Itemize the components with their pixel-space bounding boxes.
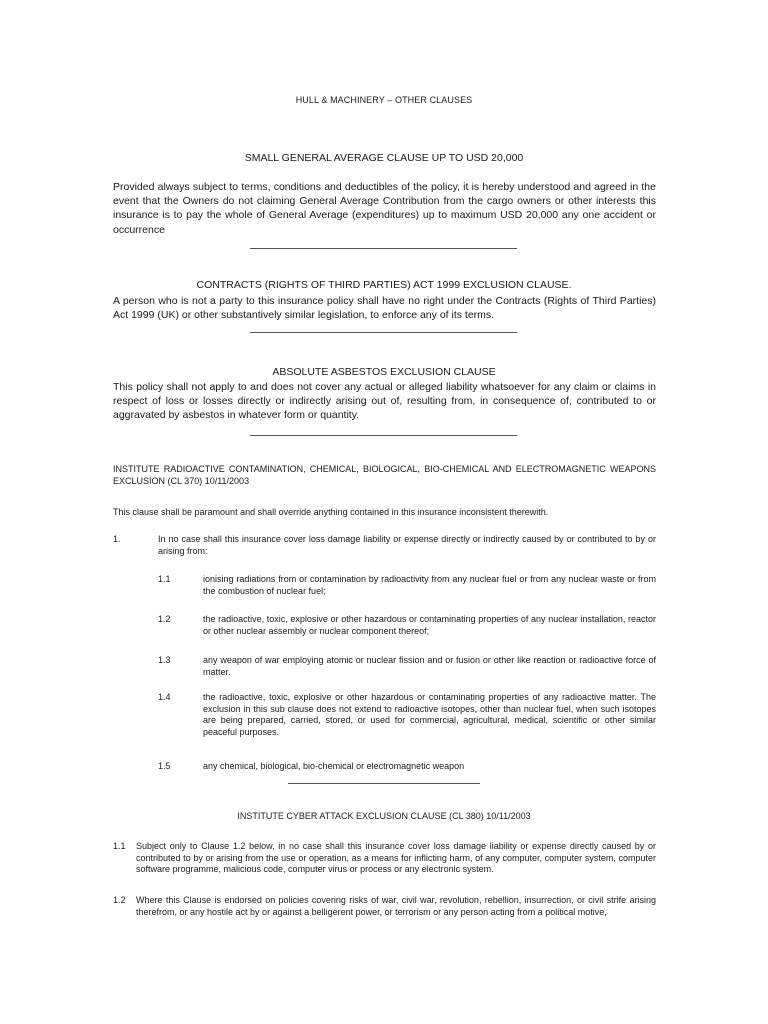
subclause-number: 1.4	[158, 692, 171, 702]
subclause-text: any weapon of war employing atomic or nuclear fission and or fusion or other like reaction or radioactive force of matter.	[203, 655, 656, 677]
subclause-number: 1.1	[113, 841, 126, 851]
small-general-average-body: Provided always subject to terms, conditions and deductibles of the policy, it is hereby understood and agreed in the event that the Owners do not claiming General Average Contribution from the cargo owners or other interests this insurance is to pay the whole of General Average (expenditures) up to maximum USD 20,000 any one accident or occurrence	[113, 181, 656, 236]
subclause-number: 1.2	[158, 614, 171, 624]
document-title: HULL & MACHINERY – OTHER CLAUSES	[295, 95, 473, 105]
section-divider	[250, 248, 517, 249]
subclause-text: the radioactive, toxic, explosive or other hazardous or contaminating properties of any nuclear installation, reactor or other nuclear assembly or nuclear component thereof;	[203, 614, 656, 636]
small-general-average-heading: SMALL GENERAL AVERAGE CLAUSE UP TO USD 20,000	[244, 152, 524, 164]
subclause-number: 1.5	[158, 761, 171, 771]
radioactive-exclusion-heading: INSTITUTE RADIOACTIVE CONTAMINATION, CHEMICAL, BIOLOGICAL, BIO-CHEMICAL AND ELECTROMAGNETIC WEAPONS EXCLUSION (CL 370) 10/11/2003	[113, 464, 656, 486]
asbestos-heading: ABSOLUTE ASBESTOS EXCLUSION CLAUSE	[272, 366, 496, 378]
subclause-text: any chemical, biological, bio-chemical or electromagnetic weapon	[203, 761, 465, 771]
subclause-number: 1.3	[158, 655, 171, 665]
subclause-text: the radioactive, toxic, explosive or other hazardous or contaminating properties of any radioactive matter. The exclusion in this sub clause does not extend to radioactive isotopes, other than nuclear fuel, when such isotopes are being prepared, carried, stored, or used for commercial, agricultural, medical, scientific or other similar peaceful purposes.	[203, 692, 656, 737]
asbestos-body: This policy shall not apply to and does not cover any actual or alleged liability whatsoever for any claim or claims in respect of loss or losses directly or indirectly arising out of, resulting from, in consequence of, contributed to or aggravated by asbestos in whatever form or quantity.	[113, 381, 656, 422]
contracts-act-heading: CONTRACTS (RIGHTS OF THIRD PARTIES) ACT 1999 EXCLUSION CLAUSE.	[196, 279, 572, 291]
subclause-number: 1.2	[113, 895, 126, 905]
contracts-act-body: A person who is not a party to this insurance policy shall have no right under the Contracts (Rights of Third Parties) Act 1999 (UK) or other substantively similar legislation, to enforce any of its terms.	[113, 295, 656, 322]
section-divider	[250, 435, 517, 436]
subclause-text: ionising radiations from or contamination by radioactivity from any nuclear fuel or from any nuclear waste or from the combustion of nuclear fuel;	[203, 574, 656, 596]
section-divider	[288, 783, 480, 784]
radioactive-intro: This clause shall be paramount and shall override anything contained in this insurance inconsistent therewith.	[113, 507, 549, 517]
subclause-number: 1.1	[158, 574, 171, 584]
cyber-attack-heading: INSTITUTE CYBER ATTACK EXCLUSION CLAUSE (CL 380) 10/11/2003	[237, 811, 531, 821]
subclause-text: Subject only to Clause 1.2 below, in no case shall this insurance cover loss damage liability or expense directly caused by or contributed to by or arising from the use or operation, as a means for inflicting harm, of any computer, computer system, computer software programme, malicious code, computer virus or process or any electronic system.	[136, 841, 656, 874]
clause-number: 1.	[113, 534, 121, 544]
section-divider	[250, 332, 517, 333]
subclause-text: Where this Clause is endorsed on policies covering risks of war, civil war, revolution, rebellion, insurrection, or civil strife arising therefrom, or any hostile act by or against a belligerent power, or terrorism or any person acting from a political motive,	[136, 895, 656, 917]
clause-text: In no case shall this insurance cover loss damage liability or expense directly or indirectly caused by or contributed to by or arising from:	[158, 534, 656, 556]
